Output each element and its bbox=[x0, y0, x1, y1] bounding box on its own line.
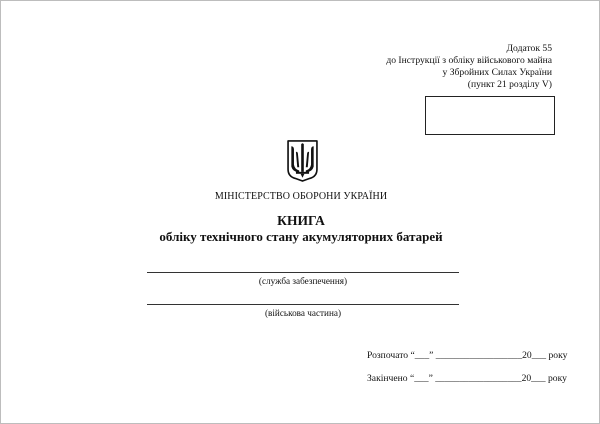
book-subtitle: обліку технічного стану акумуляторних батарей bbox=[159, 229, 443, 244]
started-date-row: Розпочато “___” __________________20___ року bbox=[367, 350, 568, 361]
unit-fill-line[interactable] bbox=[147, 304, 459, 305]
appendix-line: у Збройних Силах України bbox=[442, 67, 552, 78]
appendix-line: (пункт 21 розділу V) bbox=[467, 79, 552, 90]
ministry-name: МІНІСТЕРСТВО ОБОРОНИ УКРАЇНИ bbox=[214, 191, 388, 202]
appendix-line: до Інструкції з обліку військового майна bbox=[386, 55, 552, 66]
service-caption: (служба забезпечення) bbox=[258, 276, 348, 286]
unit-caption: (військова частина) bbox=[264, 308, 342, 318]
appendix-line: Додаток 55 bbox=[506, 43, 552, 54]
registration-box bbox=[425, 96, 555, 135]
trident-icon bbox=[286, 139, 319, 183]
service-fill-line[interactable] bbox=[147, 272, 459, 273]
appendix-note bbox=[386, 43, 552, 91]
book-title: КНИГА bbox=[277, 213, 325, 228]
finished-date-row: Закінчено “___” __________________20___ року bbox=[367, 373, 567, 384]
